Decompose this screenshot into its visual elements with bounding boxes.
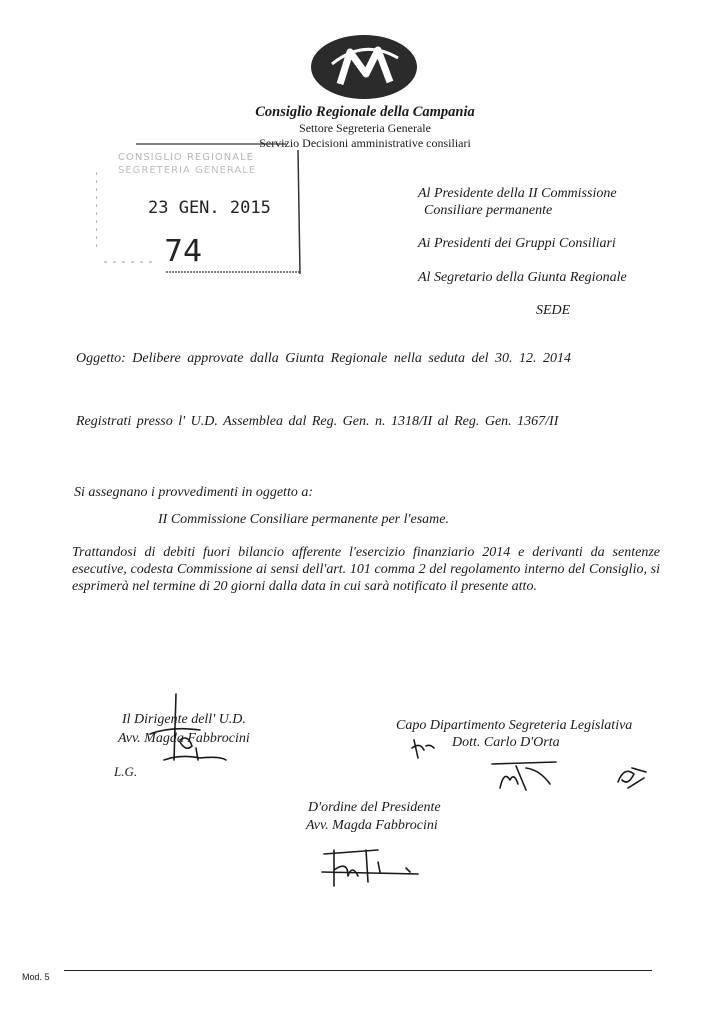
body-paragraph: Trattandosi di debiti fuori bilancio afferente l'esercizio finanziario 2014 e derivanti da sentenze esecutive, codesta Commissione ai sensi dell'art. 101 comma 2 del regolamento interno del Consiglio, si esprimerà nel termine di 20 giorni dalla data in cui sarà notificato il presente atto. <box>72 545 660 594</box>
right-signer-title: Capo Dipartimento Segreteria Legislativa <box>396 718 633 733</box>
left-handwritten-signature <box>140 690 250 770</box>
left-signer-title: Il Dirigente dell' U.D. <box>122 712 246 727</box>
stamp-date: 23 GEN. 2015 <box>148 198 271 218</box>
small-initial-mark <box>614 760 650 792</box>
assign-line: Si assegnano i provvedimenti in oggetto a: <box>74 485 313 500</box>
subject-line: Oggetto: Delibere approvate dalla Giunta Regionale nella seduta del 30. 12. 2014 <box>76 351 572 366</box>
recipient-1-line2: Consiliare permanente <box>424 203 553 218</box>
right-signer-name: Dott. Carlo D'Orta <box>452 735 560 750</box>
right-handwritten-signature <box>486 754 566 794</box>
center-handwritten-signature <box>318 842 428 892</box>
left-signer-name: Avv. Magda Fabbrocini <box>118 731 250 746</box>
registration-line: Registrati presso l' U.D. Assemblea dal Reg. Gen. n. 1318/II al Reg. Gen. 1367/II <box>76 414 559 429</box>
sector-name: Settore Segreteria Generale <box>299 121 431 135</box>
recipient-3: Al Segretario della Giunta Regionale <box>418 270 627 285</box>
footer-rule <box>64 970 652 971</box>
center-signer-name: Avv. Magda Fabbrocini <box>306 818 438 833</box>
service-name: Servizio Decisioni amministrative consiliari <box>259 136 471 150</box>
initials: L.G. <box>114 764 138 779</box>
recipient-2: Ai Presidenti dei Gruppi Consiliari <box>418 236 616 251</box>
form-model-label: Mod. 5 <box>22 972 50 982</box>
center-signer-title: D'ordine del Presidente <box>308 800 441 815</box>
stamp-faded-line2: SEGRETERIA GENERALE <box>118 165 257 176</box>
commission-line: II Commissione Consiliare permanente per l'esame. <box>158 512 449 527</box>
council-logo <box>310 34 418 100</box>
recipient-sede: SEDE <box>536 303 571 318</box>
recipient-1-line1: Al Presidente della II Commissione <box>418 186 617 201</box>
stamp-number: 74 <box>164 234 203 269</box>
per-mark-signature <box>410 734 440 762</box>
org-name: Consiglio Regionale della Campania <box>255 104 475 120</box>
stamp-faded-line1: CONSIGLIO REGIONALE <box>118 152 254 163</box>
